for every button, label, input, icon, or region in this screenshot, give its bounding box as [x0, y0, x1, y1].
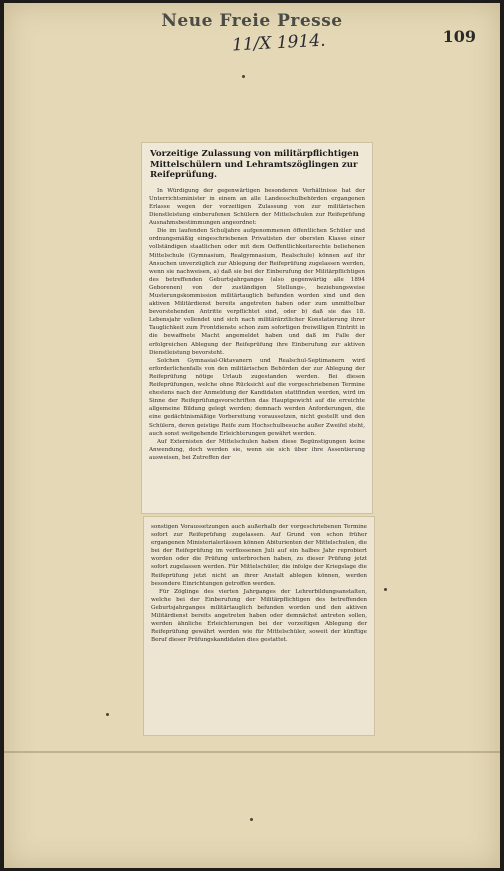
article-paragraph: Auf Externisten der Mittelschulen haben diese Begünstigungen keine Anwendung, doch werden sie, wenn sie sich über ihre Assentierung ausweisen, bei Zutreffen der [149, 438, 365, 461]
article-paragraph: sonstigen Voraussetzungen auch außerhalb der vorgeschriebenen Termine sofort zur Reifeprüfung zugelassen. Auf Grund von schon früher ergangenen Ministerialerlässen können Abiturienten der Mittelschulen, die bei der Reifeprüfung im verflossenen Juli auf ein halbes Jahr reprobiert worden oder die Prüfung unterbrochen haben, zu dieser Prüfung jetzt sofort zugelassen werden. Für Mittelschüler, die infolge der Kriegslage die Reifeprüfung jetzt nicht an ihrer Anstalt ablegen können, werden besondere Einrichtungen getroffen werden. [151, 524, 367, 587]
article-clipping-top [142, 143, 372, 513]
paper-fold-line [4, 751, 500, 753]
paper-spot [106, 713, 109, 716]
paper-spot [250, 818, 253, 821]
newspaper-title: Neue Freie Presse [161, 11, 343, 31]
article-paragraph: Für Zöglinge des vierten Jahrganges der Lehrerbildungsanstalten, welche bei der Einberufung der Militärpflichtigen des betreffenden Geburtsjahrganges militärtauglich befunden worden und den aktiven Militärdienst bereits angetreten haben oder demnächst antreten sollen, werden ähnliche Erleichterungen bei der vorzeitigen Ablegung der Reifeprüfung gewährt werden wie für Mittelschüler, soweit der künftige Beruf dieser Prüfungskandidaten dies gestattet. [151, 588, 367, 644]
article-paragraph: Solchen Gymnasial-Oktavanern und Realschul-Septimanern wird erforderlichenfalls von den militärischen Behörden der zur Ablegung der Reifeprüfung nötige Urlaub zugestanden werden. Bei diesen Reifeprüfungen, welche ohne Rücksicht auf die vorgeschriebenen Termine ehestens nach der Anmeldung der Kandidaten stattfinden werden, wird im Sinne der Reifeprüfungsvorschriften das Hauptgewicht auf die erreichte allgemeine Bildung gelegt werden; demnach werden Anforderungen, die eine gedächtnismäßige Vorbereitung voraussetzen, nicht gestellt und den Schülern, deren geistige Reife zum Hochschulbesuche außer Zweifel steht, auch sonst weitgehende Erleichterungen gewährt werden. [149, 357, 365, 437]
article-headline: Vorzeitige Zulassung von militärpflichtigen Mittelschülern und Lehramtszöglingen zur Reifeprüfung. [150, 149, 359, 181]
archive-page [4, 3, 500, 868]
article-body-bottom [151, 523, 367, 644]
page-number: 109 [442, 27, 476, 46]
article-body-top [149, 187, 365, 462]
article-paragraph: In Würdigung der gegenwärtigen besonderen Verhältnisse hat der Unterrichtsminister in einem an alle Landesschulbehörden ergangenen Erlasse wegen der vorzeitigen Zulassung von zur militärischen Dienstleistung einberufenen Schülern der Mittelschulen zur Reifeprüfung Ausnahmsbestimmungen angeordnet: [149, 187, 365, 227]
handwritten-date: 11/X 1914. [231, 30, 327, 56]
paper-spot [242, 75, 245, 78]
article-paragraph: Die im laufenden Schuljahre aufgenommenen öffentlichen Schüler und ordnungsmäßig eingeschriebenen Privatisten der obersten Klasse einer vollständigen staatlichen oder mit dem Oeffentlichkeitsrechte beliehenen Mittelschule (Gymnasium, Realgymnasium, Realschule) können auf ihr Ansuchen unverzüglich zur Ablegung der Reifeprüfung zugelassen werden, wenn sie nachweisen, a) daß sie bei der Einberufung der Militärpflichtigen des betreffenden Geburtsjahrganges (also gegenwärtig alle 1894 Geborenen) von der zuständigen Stellungs-, beziehungsweise Musterungskommission militärtauglich befunden worden sind und den aktiven Militärdienst bereits angetreten haben oder zum unmittelbar bevorstehenden Antritte verpflichtet sind, oder b) daß sie das 18. Lebensjahr vollendet und sich nach militärärztlicher Konstatierung ihrer Tauglichkeit zum Frontdienste schon zum sofortigen freiwilligen Eintritt in die bewaffnete Macht angemeldet haben und daß im Falle der erfolgreichen Ablegung der Reifeprüfung ihre Einberufung zur aktiven Dienstleistung bevorsteht. [149, 228, 365, 356]
article-clipping-bottom [144, 517, 374, 735]
paper-spot [384, 588, 387, 591]
